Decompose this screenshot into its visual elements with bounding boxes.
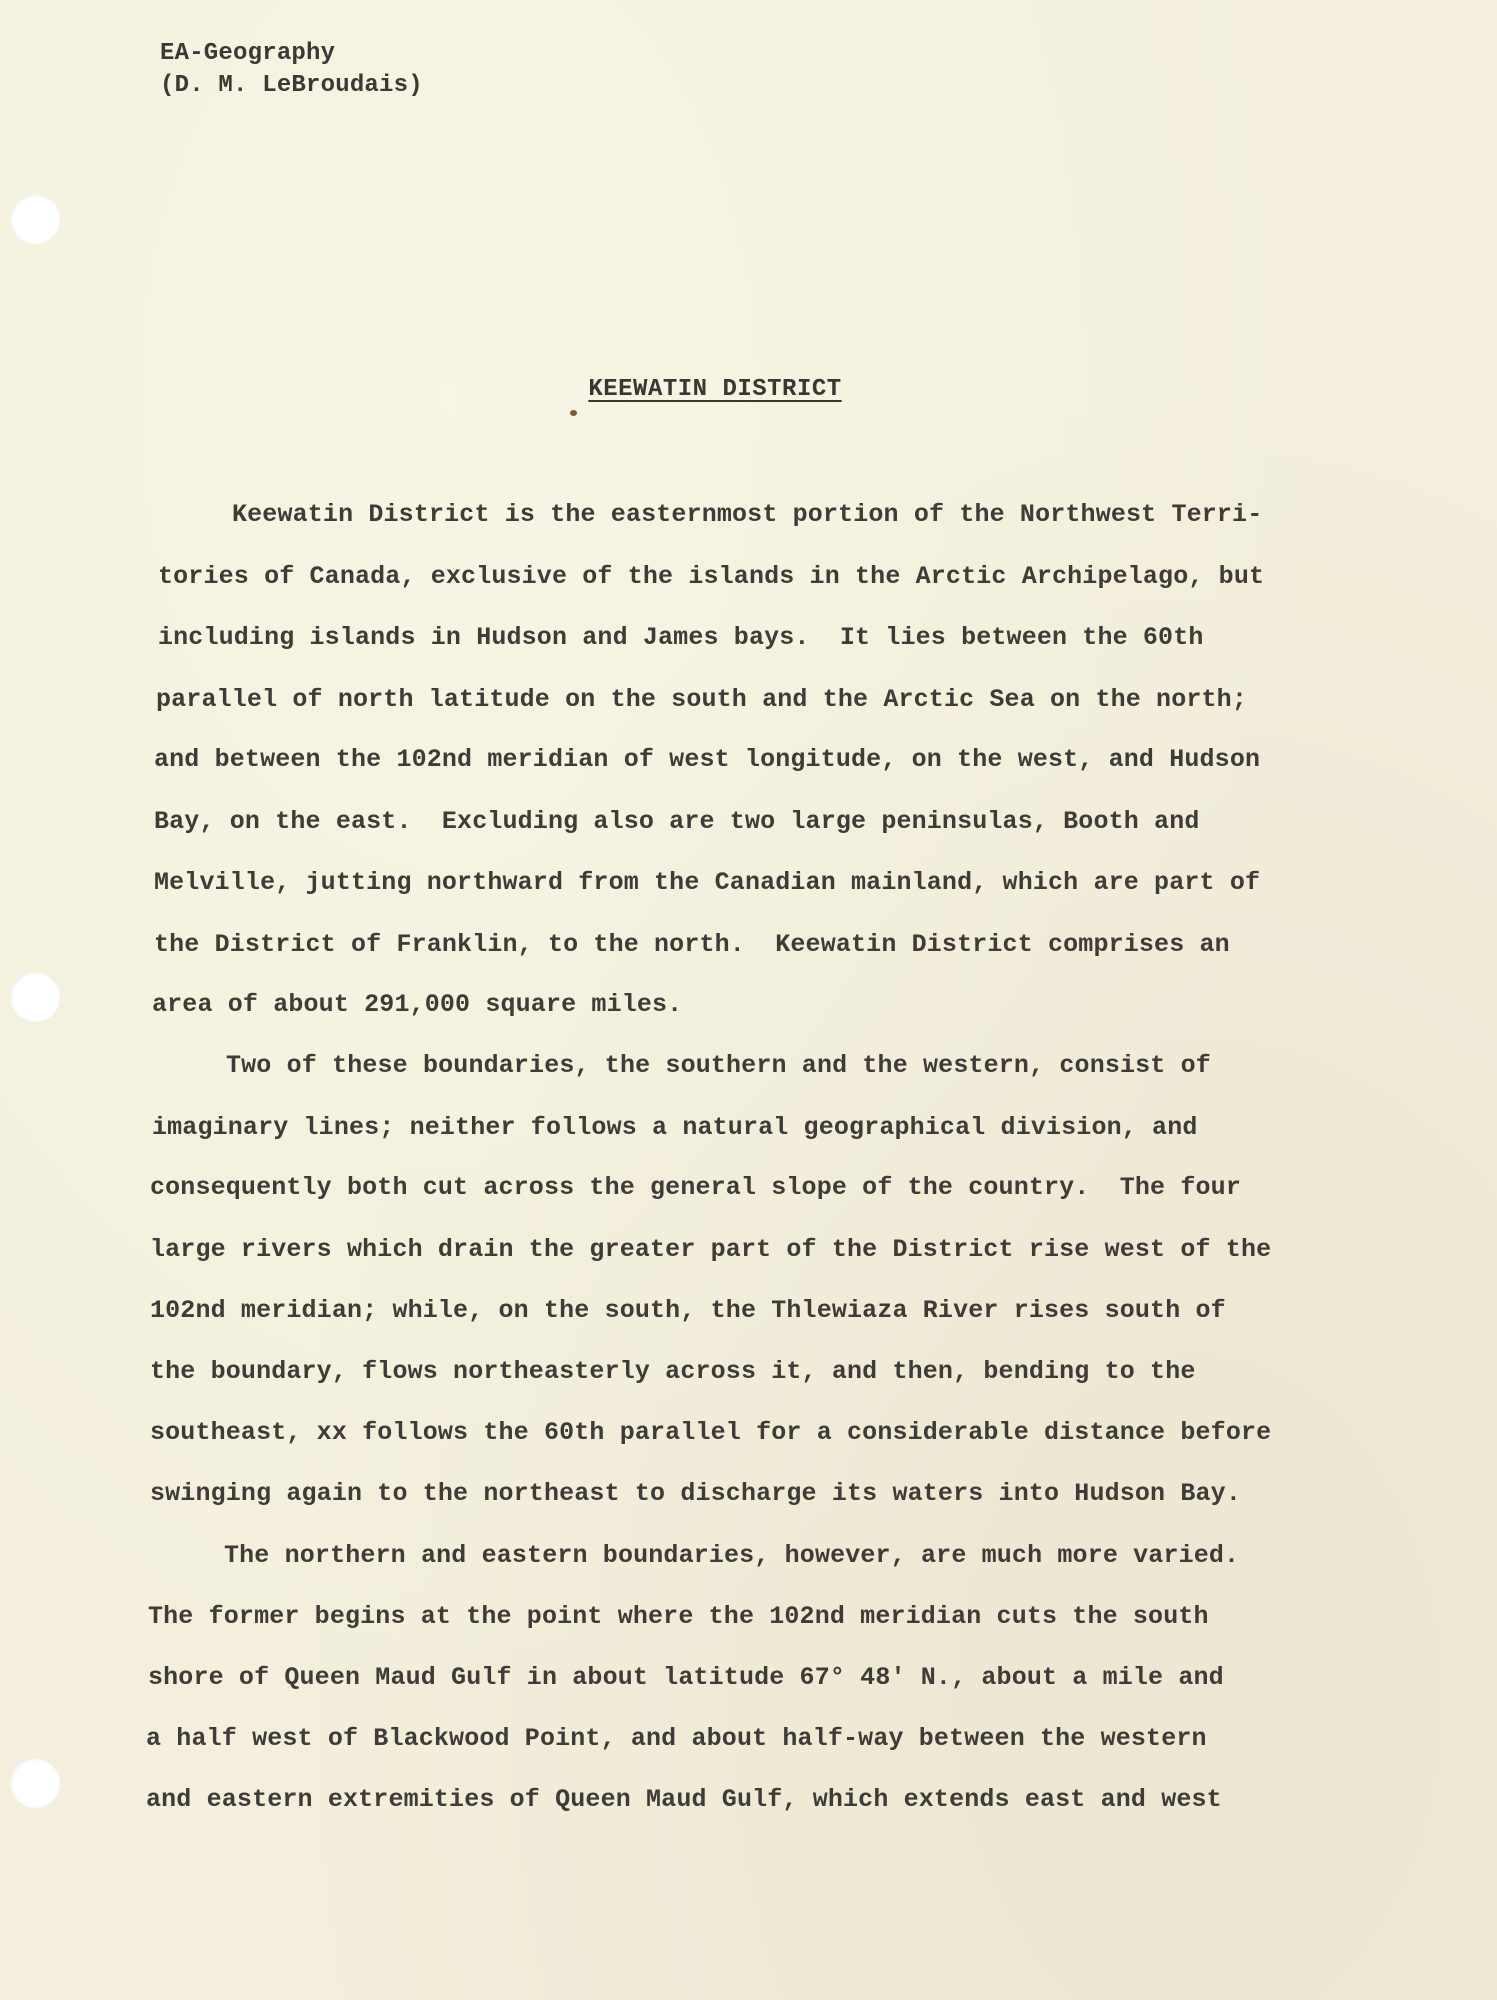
body-line: tories of Canada, exclusive of the islands in the Arctic Archipelago, but <box>158 562 1265 591</box>
header-subject: EA-Geography <box>160 40 336 67</box>
body-line: parallel of north latitude on the south and the Arctic Sea on the north; <box>156 685 1247 714</box>
body-line: large rivers which drain the greater part of the District rise west of the <box>150 1235 1272 1264</box>
body-line: the District of Franklin, to the north. Keewatin District comprises an <box>154 930 1230 959</box>
body-line: swinging again to the northeast to discharge its waters into Hudson Bay. <box>150 1479 1241 1508</box>
body-line: The former begins at the point where the 102nd meridian cuts the south <box>148 1602 1209 1631</box>
header-author: (D. M. LeBroudais) <box>160 72 423 99</box>
body-line: area of about 291,000 square miles. <box>152 990 683 1019</box>
body-line: the boundary, flows northeasterly across it, and then, bending to the <box>150 1357 1196 1386</box>
document-title: KEEWATIN DISTRICT <box>588 376 842 403</box>
body-line: consequently both cut across the general slope of the country. The four <box>150 1173 1241 1202</box>
body-line: Melville, jutting northward from the Canadian mainland, which are part of <box>154 868 1261 897</box>
body-line: imaginary lines; neither follows a natural geographical division, and <box>152 1113 1198 1142</box>
body-line: including islands in Hudson and James bays. It lies between the 60th <box>158 623 1204 652</box>
body-line: shore of Queen Maud Gulf in about latitude 67° 48' N., about a mile and <box>148 1663 1224 1692</box>
body-line: and between the 102nd meridian of west longitude, on the west, and Hudson <box>154 745 1261 774</box>
body-line: Bay, on the east. Excluding also are two large peninsulas, Booth and <box>154 807 1200 836</box>
body-line: Two of these boundaries, the southern and the western, consist of <box>226 1051 1211 1080</box>
body-line: a half west of Blackwood Point, and about half-way between the western <box>146 1724 1207 1753</box>
ink-speck <box>570 410 577 416</box>
body-line: The northern and eastern boundaries, however, are much more varied. <box>224 1541 1240 1570</box>
punch-hole <box>10 194 60 244</box>
punch-hole <box>10 972 60 1022</box>
body-line: 102nd meridian; while, on the south, the Thlewiaza River rises south of <box>150 1296 1226 1325</box>
punch-hole <box>10 1758 60 1808</box>
body-line: Keewatin District is the easternmost portion of the Northwest Terri- <box>232 500 1263 529</box>
document-header <box>160 38 423 102</box>
body-line: southeast, xx follows the 60th parallel for a considerable distance before <box>150 1418 1272 1447</box>
body-line: and eastern extremities of Queen Maud Gulf, which extends east and west <box>146 1785 1222 1814</box>
